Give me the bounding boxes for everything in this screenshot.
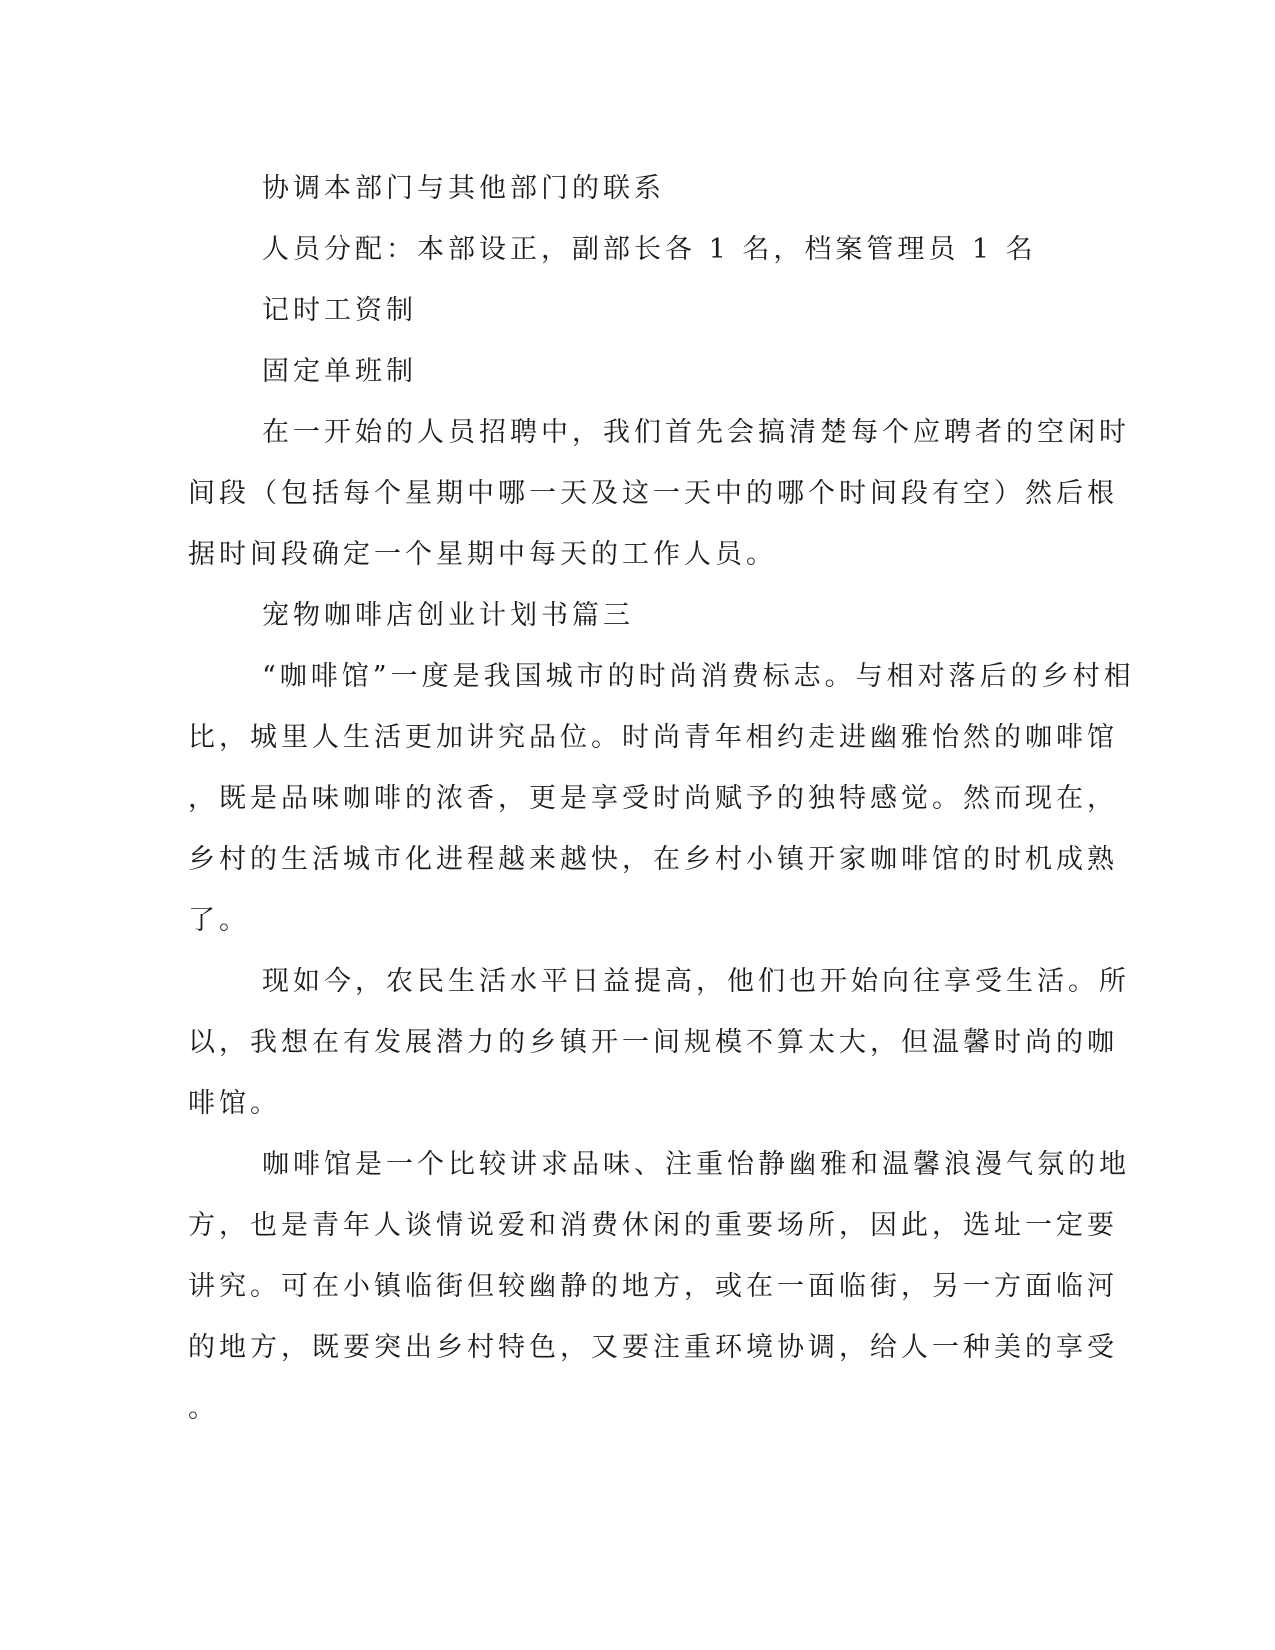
text-line: 。 — [188, 1393, 219, 1424]
text-line: 了。 — [188, 905, 250, 936]
text-line: ，既是品味咖啡的浓香，更是享受时尚赋予的独特感觉。然而现在， — [188, 783, 1118, 814]
text-line: 比，城里人生活更加讲究品位。时尚青年相约走进幽雅怡然的咖啡馆 — [188, 722, 1118, 753]
text-line: 记时工资制 — [262, 295, 417, 326]
text-line: 固定单班制 — [262, 356, 417, 387]
text-line: 咖啡馆是一个比较讲求品味、注重怡静幽雅和温馨浪漫气氛的地 — [262, 1149, 1130, 1180]
text-line: 乡村的生活城市化进程越来越快，在乡村小镇开家咖啡馆的时机成熟 — [188, 844, 1118, 875]
text-line: 协调本部门与其他部门的联系 — [262, 173, 665, 204]
section-heading: 宠物咖啡店创业计划书篇三 — [262, 600, 634, 631]
text-line: 讲究。可在小镇临街但较幽静的地方，或在一面临街，另一方面临河 — [188, 1271, 1118, 1302]
text-line: 现如今，农民生活水平日益提高，他们也开始向往享受生活。所 — [262, 966, 1130, 997]
text-line: 啡馆。 — [188, 1088, 281, 1119]
text-line: 以，我想在有发展潜力的乡镇开一间规模不算太大，但温馨时尚的咖 — [188, 1027, 1118, 1058]
text-line: “咖啡馆”一度是我国城市的时尚消费标志。与相对落后的乡村相 — [262, 661, 1135, 692]
text-line: 间段（包括每个星期中哪一天及这一天中的哪个时间段有空）然后根 — [188, 478, 1118, 509]
text-line: 在一开始的人员招聘中，我们首先会搞清楚每个应聘者的空闲时 — [262, 417, 1130, 448]
document-body — [188, 158, 1135, 1439]
text-line: 据时间段确定一个星期中每天的工作人员。 — [188, 539, 777, 570]
text-line: 方，也是青年人谈情说爱和消费休闲的重要场所，因此，选址一定要 — [188, 1210, 1118, 1241]
text-line: 人员分配：本部设正，副部长各 1 名，档案管理员 1 名 — [262, 234, 1037, 265]
text-line: 的地方，既要突出乡村特色，又要注重环境协调，给人一种美的享受 — [188, 1332, 1118, 1363]
